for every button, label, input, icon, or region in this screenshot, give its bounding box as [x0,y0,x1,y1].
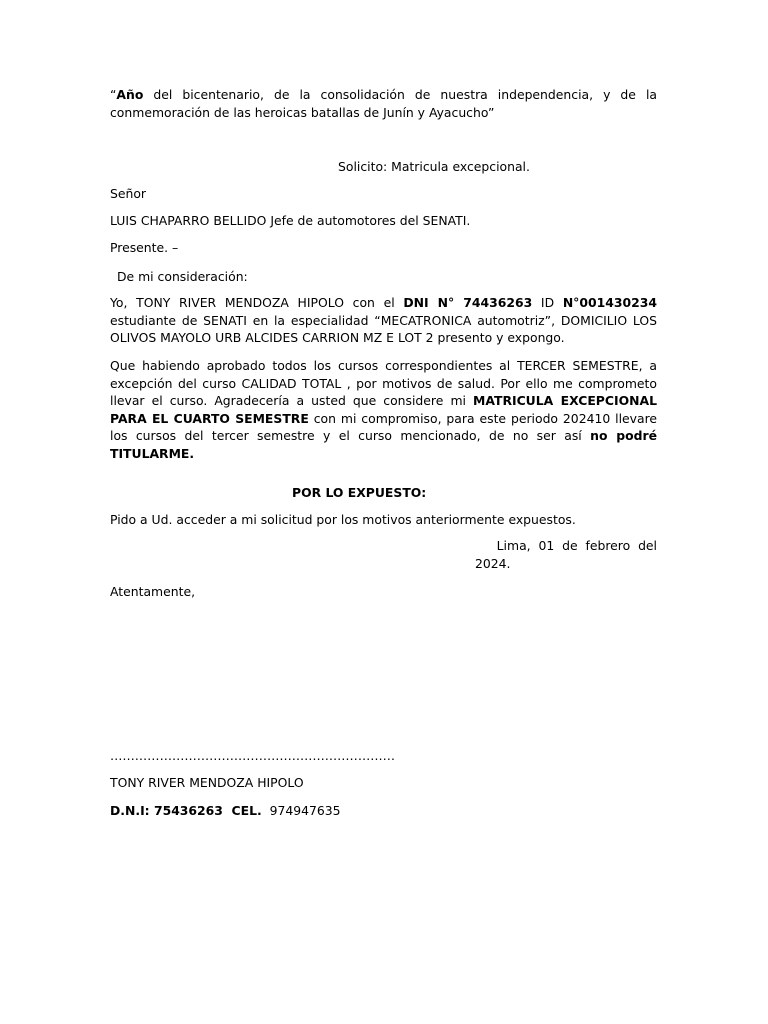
subject-line: Solicito: Matricula excepcional. [338,159,530,174]
dni-label: D.N.I: 75436263 CEL. [110,803,262,818]
date-line-2: 2024. [475,556,511,571]
header-open-quote: “ [110,87,117,102]
intro-paragraph [110,294,657,347]
header-quote [110,86,657,121]
por-lo-expuesto [292,484,492,502]
id-line [110,802,657,820]
consideration: De mi consideración: [117,269,248,284]
intro-text-c: ID [532,295,563,310]
request-line: Pido a Ud. acceder a mi solicitud por los motivos anteriormente expuestos. [110,512,576,527]
body-bold-closing: no podré TITULARME. [110,428,657,461]
body-bold-request: MATRICULA EXCEPCIONAL PARA EL CUARTO SEMESTRE [110,393,657,426]
por-lo-expuesto-text: POR LO EXPUESTO: [292,485,427,500]
signature-line: …………………………………………………………… [110,748,395,763]
salutation: Señor [110,186,147,201]
closing: Atentamente, [110,584,196,599]
signer-name: TONY RIVER MENDOZA HIPOLO [110,775,304,790]
phone-number: 974947635 [261,803,341,818]
header-rest: del bicentenario, de la consolidación de nuestra independencia, y de la conmemoración de las heroicas batallas de Junín y Ayacucho” [110,87,657,120]
recipient: LUIS CHAPARRO BELLIDO Jefe de automotores del SENATI. [110,213,471,228]
body-paragraph [110,357,657,462]
presente: Presente. – [110,240,179,255]
intro-dni: DNI N° 74436263 [403,295,533,310]
body-text-c: con mi compromiso, para este periodo 202410 llevare los cursos del tercer semestre y el curso mencionado, de no ser así [110,410,658,443]
date-line-1: Lima, 01 de febrero del [496,538,657,553]
intro-text-a: Yo, TONY RIVER MENDOZA HIPOLO con el [110,295,404,310]
body-text-a: Que habiendo aprobado todos los cursos correspondientes al TERCER SEMESTRE, a excepción del curso CALIDAD TOTAL , por motivos de salud. Por ello me comprometo llevar el curso. Agradecería a usted que considere mi [110,358,657,408]
header-bold-word: Año [116,87,144,102]
intro-id: N°001430234 [562,295,657,310]
intro-text-e: estudiante de SENATI en la especialidad “MECATRONICA automotriz”, DOMICILIO LOS OLIVOS MAYOLO URB ALCIDES CARRION MZ E LOT 2 presento y expongo. [110,312,657,345]
